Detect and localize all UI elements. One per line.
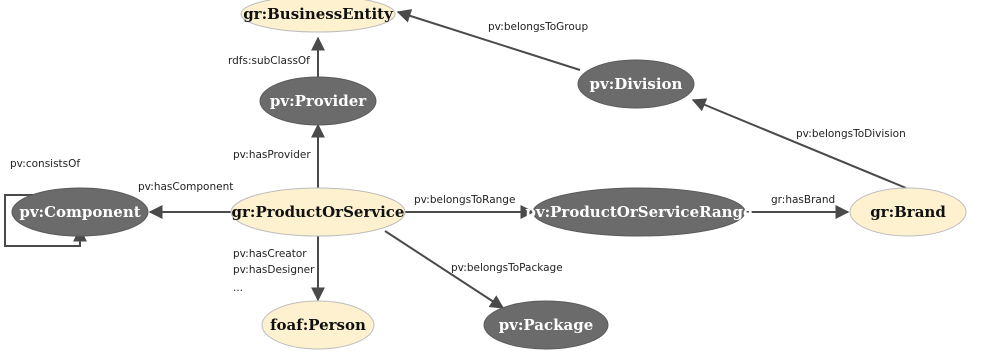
edge-belongs-to-division (693, 100, 906, 188)
node-label-division: pv:Division (589, 75, 683, 93)
node-business-entity (241, 0, 395, 32)
node-label-provider: pv:Provider (269, 92, 367, 110)
edge-label-has-provider: pv:hasProvider (233, 149, 311, 161)
edge-label-belongs-to-group: pv:belongsToGroup (488, 21, 589, 33)
edge-has-brand (745, 194, 848, 212)
edge-label-ellipsis: ... (233, 282, 244, 294)
edge-has-creator (233, 236, 318, 300)
node-label-package: pv:Package (498, 316, 594, 334)
node-package (484, 301, 608, 349)
node-division (578, 60, 694, 108)
node-label-product-or-service-range: pv:ProductOrServiceRange (525, 203, 753, 221)
edge-has-provider (233, 125, 318, 188)
node-product-or-service-range (525, 188, 752, 236)
edge-label-consists-of: pv:consistsOf (10, 158, 81, 170)
node-product-or-service (231, 188, 405, 236)
node-provider (260, 77, 376, 125)
edge-label-belongs-to-range: pv:belongsToRange (414, 194, 516, 206)
edge-label-belongs-to-package: pv:belongsToPackage (451, 262, 563, 274)
node-label-person: foaf:Person (270, 316, 366, 334)
edge-subclass-of (228, 38, 318, 77)
node-label-business-entity: gr:BusinessEntity (243, 5, 393, 23)
edge-label-has-designer: pv:hasDesigner (233, 264, 315, 276)
edge-label-belongs-to-division: pv:belongsToDivision (796, 128, 906, 140)
edge-label-subclass-of: rdfs:subClassOf (228, 55, 310, 67)
edge-belongs-to-group (398, 12, 588, 70)
node-brand (850, 188, 966, 236)
edge-belongs-to-range (405, 194, 533, 212)
node-label-brand: gr:Brand (870, 203, 946, 221)
node-label-product-or-service: gr:ProductOrService (231, 203, 405, 221)
node-person (262, 301, 374, 349)
edge-belongs-to-package (385, 231, 563, 308)
edge-label-has-creator: pv:hasCreator (233, 248, 307, 260)
node-label-component: pv:Component (19, 203, 141, 221)
edge-has-component (138, 181, 233, 212)
edge-label-has-component: pv:hasComponent (138, 181, 234, 193)
edge-label-has-brand: gr:hasBrand (771, 194, 836, 206)
node-component (12, 188, 148, 236)
